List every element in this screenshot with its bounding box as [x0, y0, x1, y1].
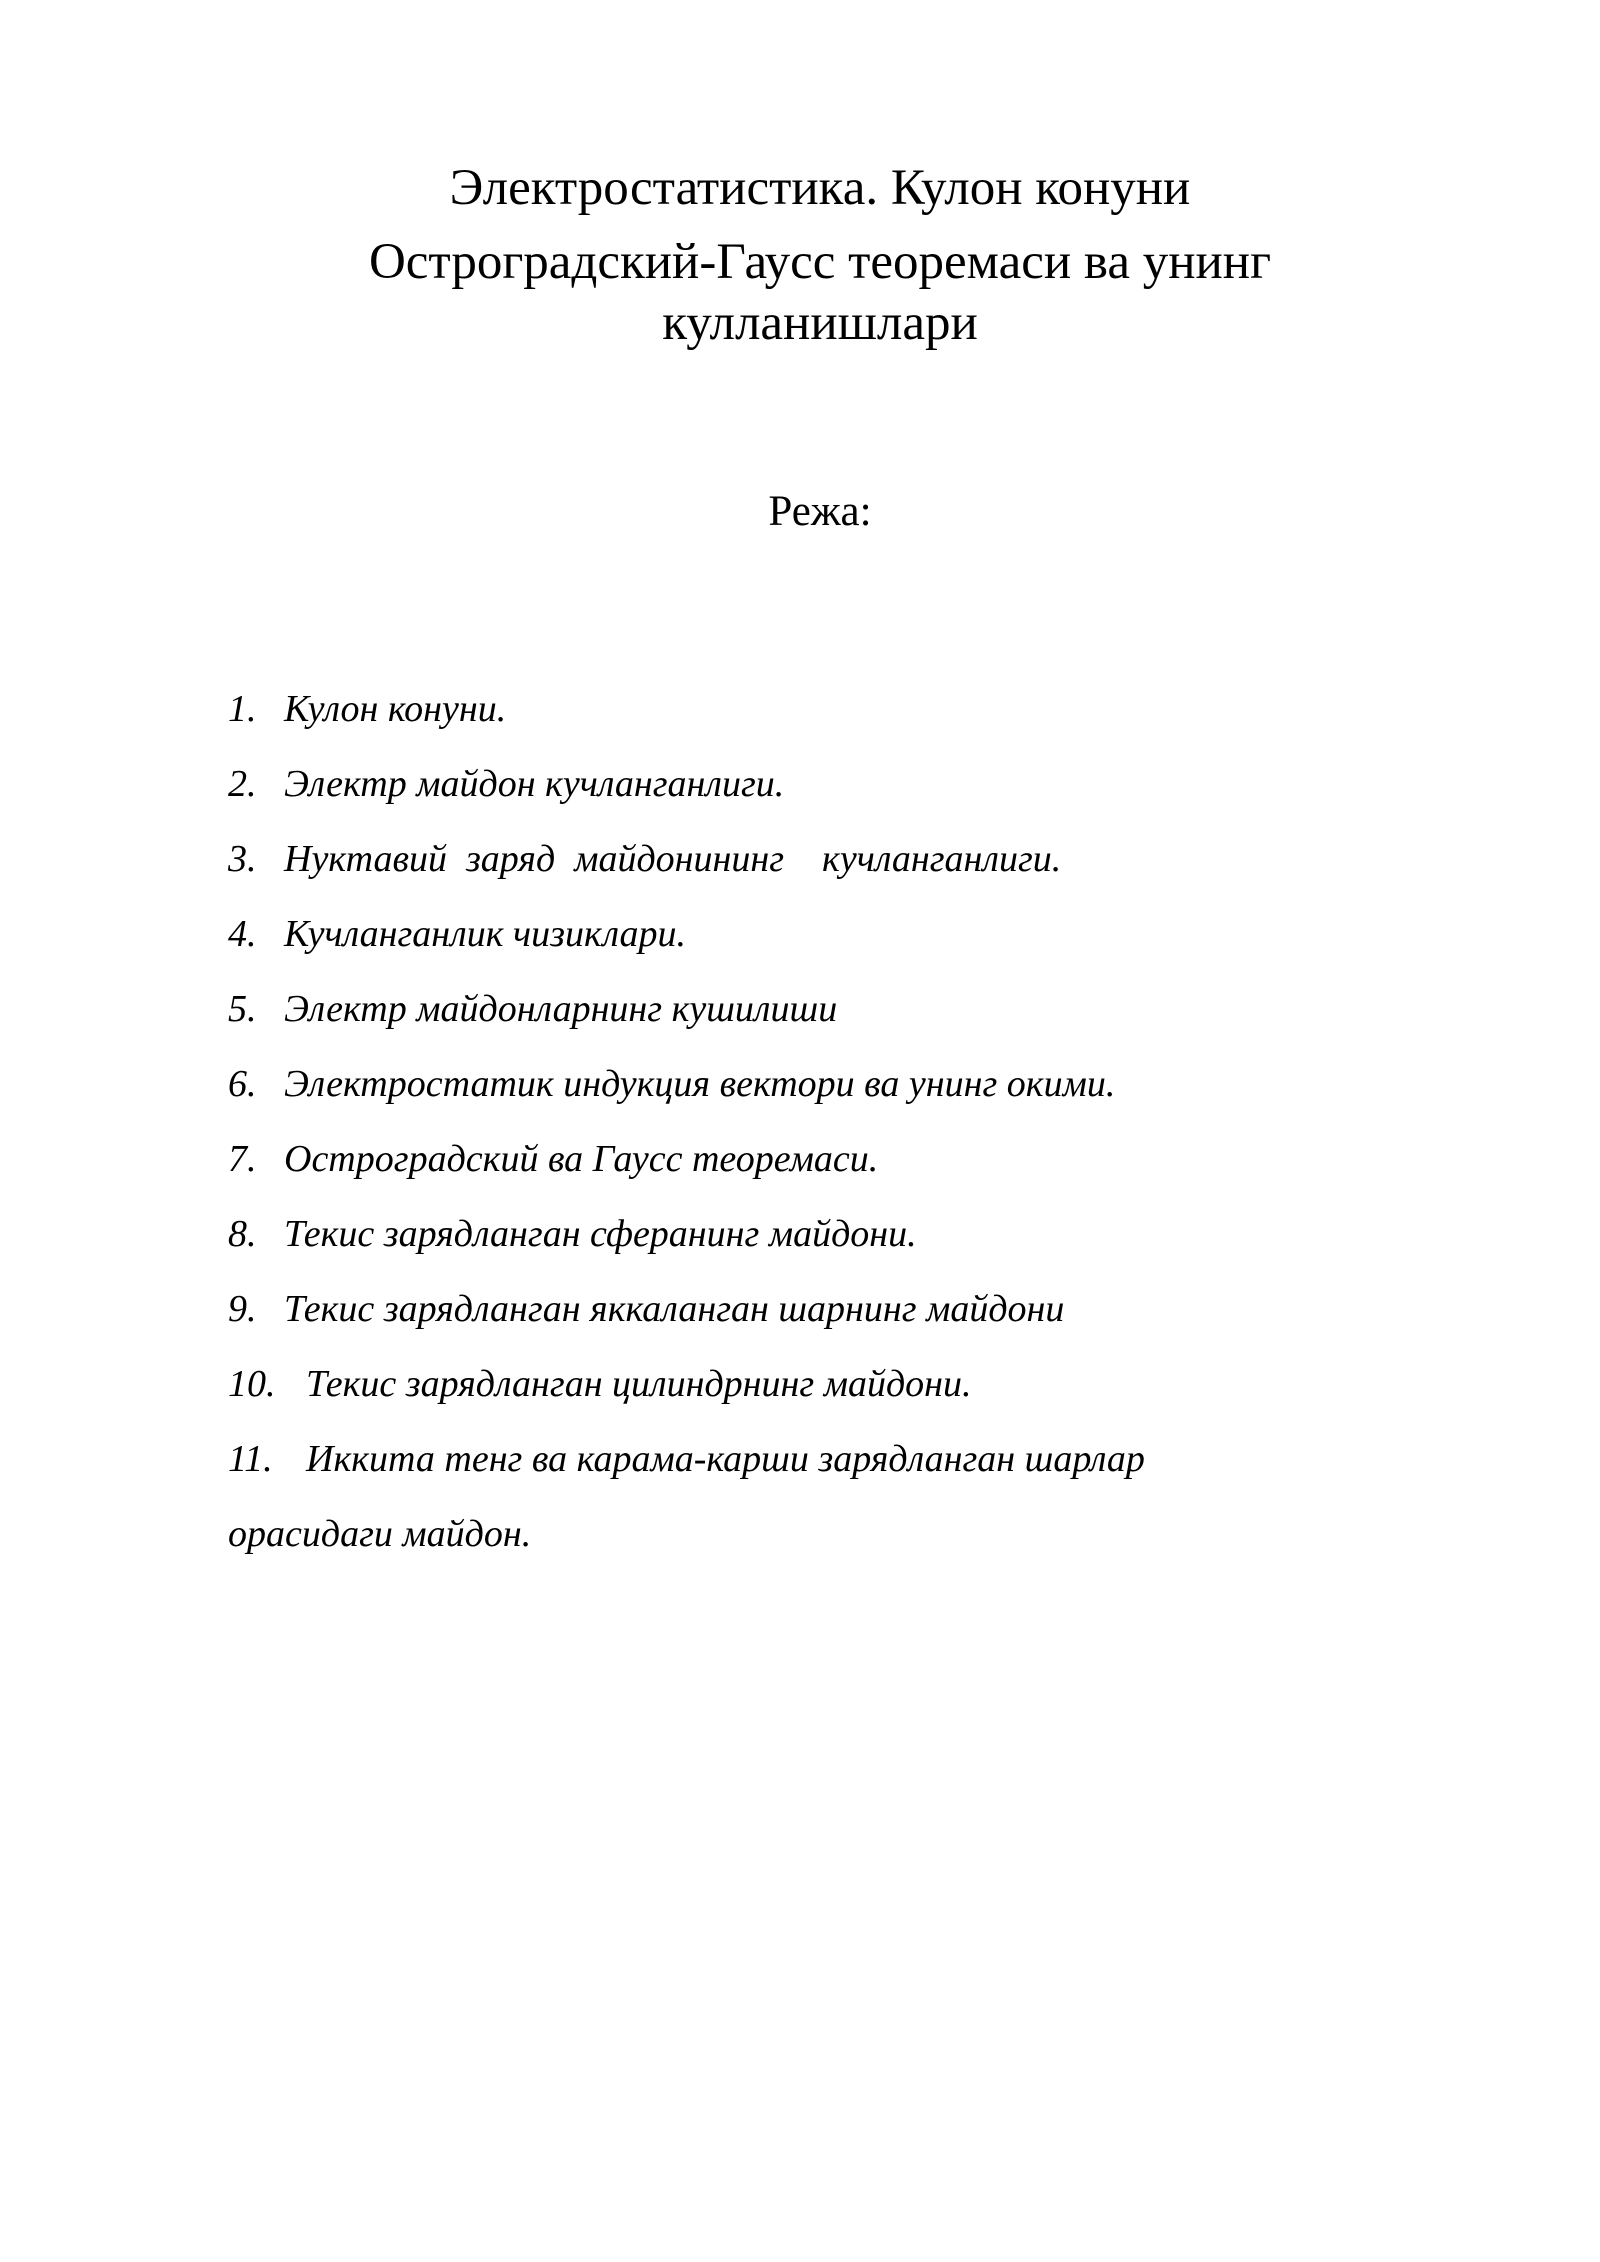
plan-item-number: 9. — [228, 1288, 257, 1330]
plan-item-continuation-text: орасидаги майдон. — [228, 1513, 532, 1555]
plan-item — [228, 897, 1378, 972]
document-title-line-3: кулланишлари — [662, 295, 978, 351]
plan-item-number: 1. — [228, 688, 257, 730]
plan-item-text: Электр майдон кучланганлиги. — [284, 763, 785, 805]
plan-item-number: 11. — [228, 1438, 273, 1480]
plan-item-number: 5. — [228, 988, 257, 1030]
plan-item-text: Иккита тенг ва карама-карши зарядланган шарлар — [306, 1438, 1145, 1480]
plan-item-number: 8. — [228, 1213, 257, 1255]
plan-item — [228, 1047, 1378, 1122]
plan-item-text: Нуктавий заряд майдонининг кучланганлиги. — [284, 838, 1062, 880]
plan-item-number: 3. — [228, 838, 257, 880]
plan-item-continuation — [228, 1497, 1378, 1572]
plan-item-text: Кулон конуни. — [284, 688, 507, 730]
plan-item — [228, 972, 1378, 1047]
plan-item-number: 6. — [228, 1063, 257, 1105]
plan-item-text: Текис зарядланган яккаланган шарнинг майдони — [284, 1288, 1065, 1330]
plan-item-text: Текис зарядланган сферанинг майдони. — [284, 1213, 917, 1255]
plan-item-number: 2. — [228, 763, 257, 805]
plan-item — [228, 672, 1378, 747]
plan-item — [228, 1422, 1378, 1497]
plan-item-text: Остроградский ва Гаусс теоремаси. — [284, 1138, 879, 1180]
plan-item-text: Текис зарядланган цилиндрнинг майдони. — [306, 1363, 972, 1405]
plan-item — [228, 1272, 1378, 1347]
plan-item — [228, 1197, 1378, 1272]
plan-item — [228, 1347, 1378, 1422]
plan-item — [228, 822, 1378, 897]
plan-item-number: 4. — [228, 913, 257, 955]
plan-item-text: Электр майдонларнинг кушилиши — [284, 988, 838, 1030]
plan-item-text: Кучланганлик чизиклари. — [284, 913, 687, 955]
plan-item-text: Электростатик индукция вектори ва унинг окими. — [284, 1063, 1116, 1105]
document-title-line-2: Остроградский-Гаусс теоремаси ва унинг — [368, 234, 1272, 290]
plan-heading: Режа: — [768, 488, 872, 535]
plan-item — [228, 1122, 1378, 1197]
plan-item-number: 7. — [228, 1138, 257, 1180]
plan-list — [228, 672, 1378, 1572]
plan-item — [228, 747, 1378, 822]
document-title-line-1: Электростатистика. Кулон конуни — [449, 160, 1191, 216]
plan-item-number: 10. — [228, 1363, 276, 1405]
